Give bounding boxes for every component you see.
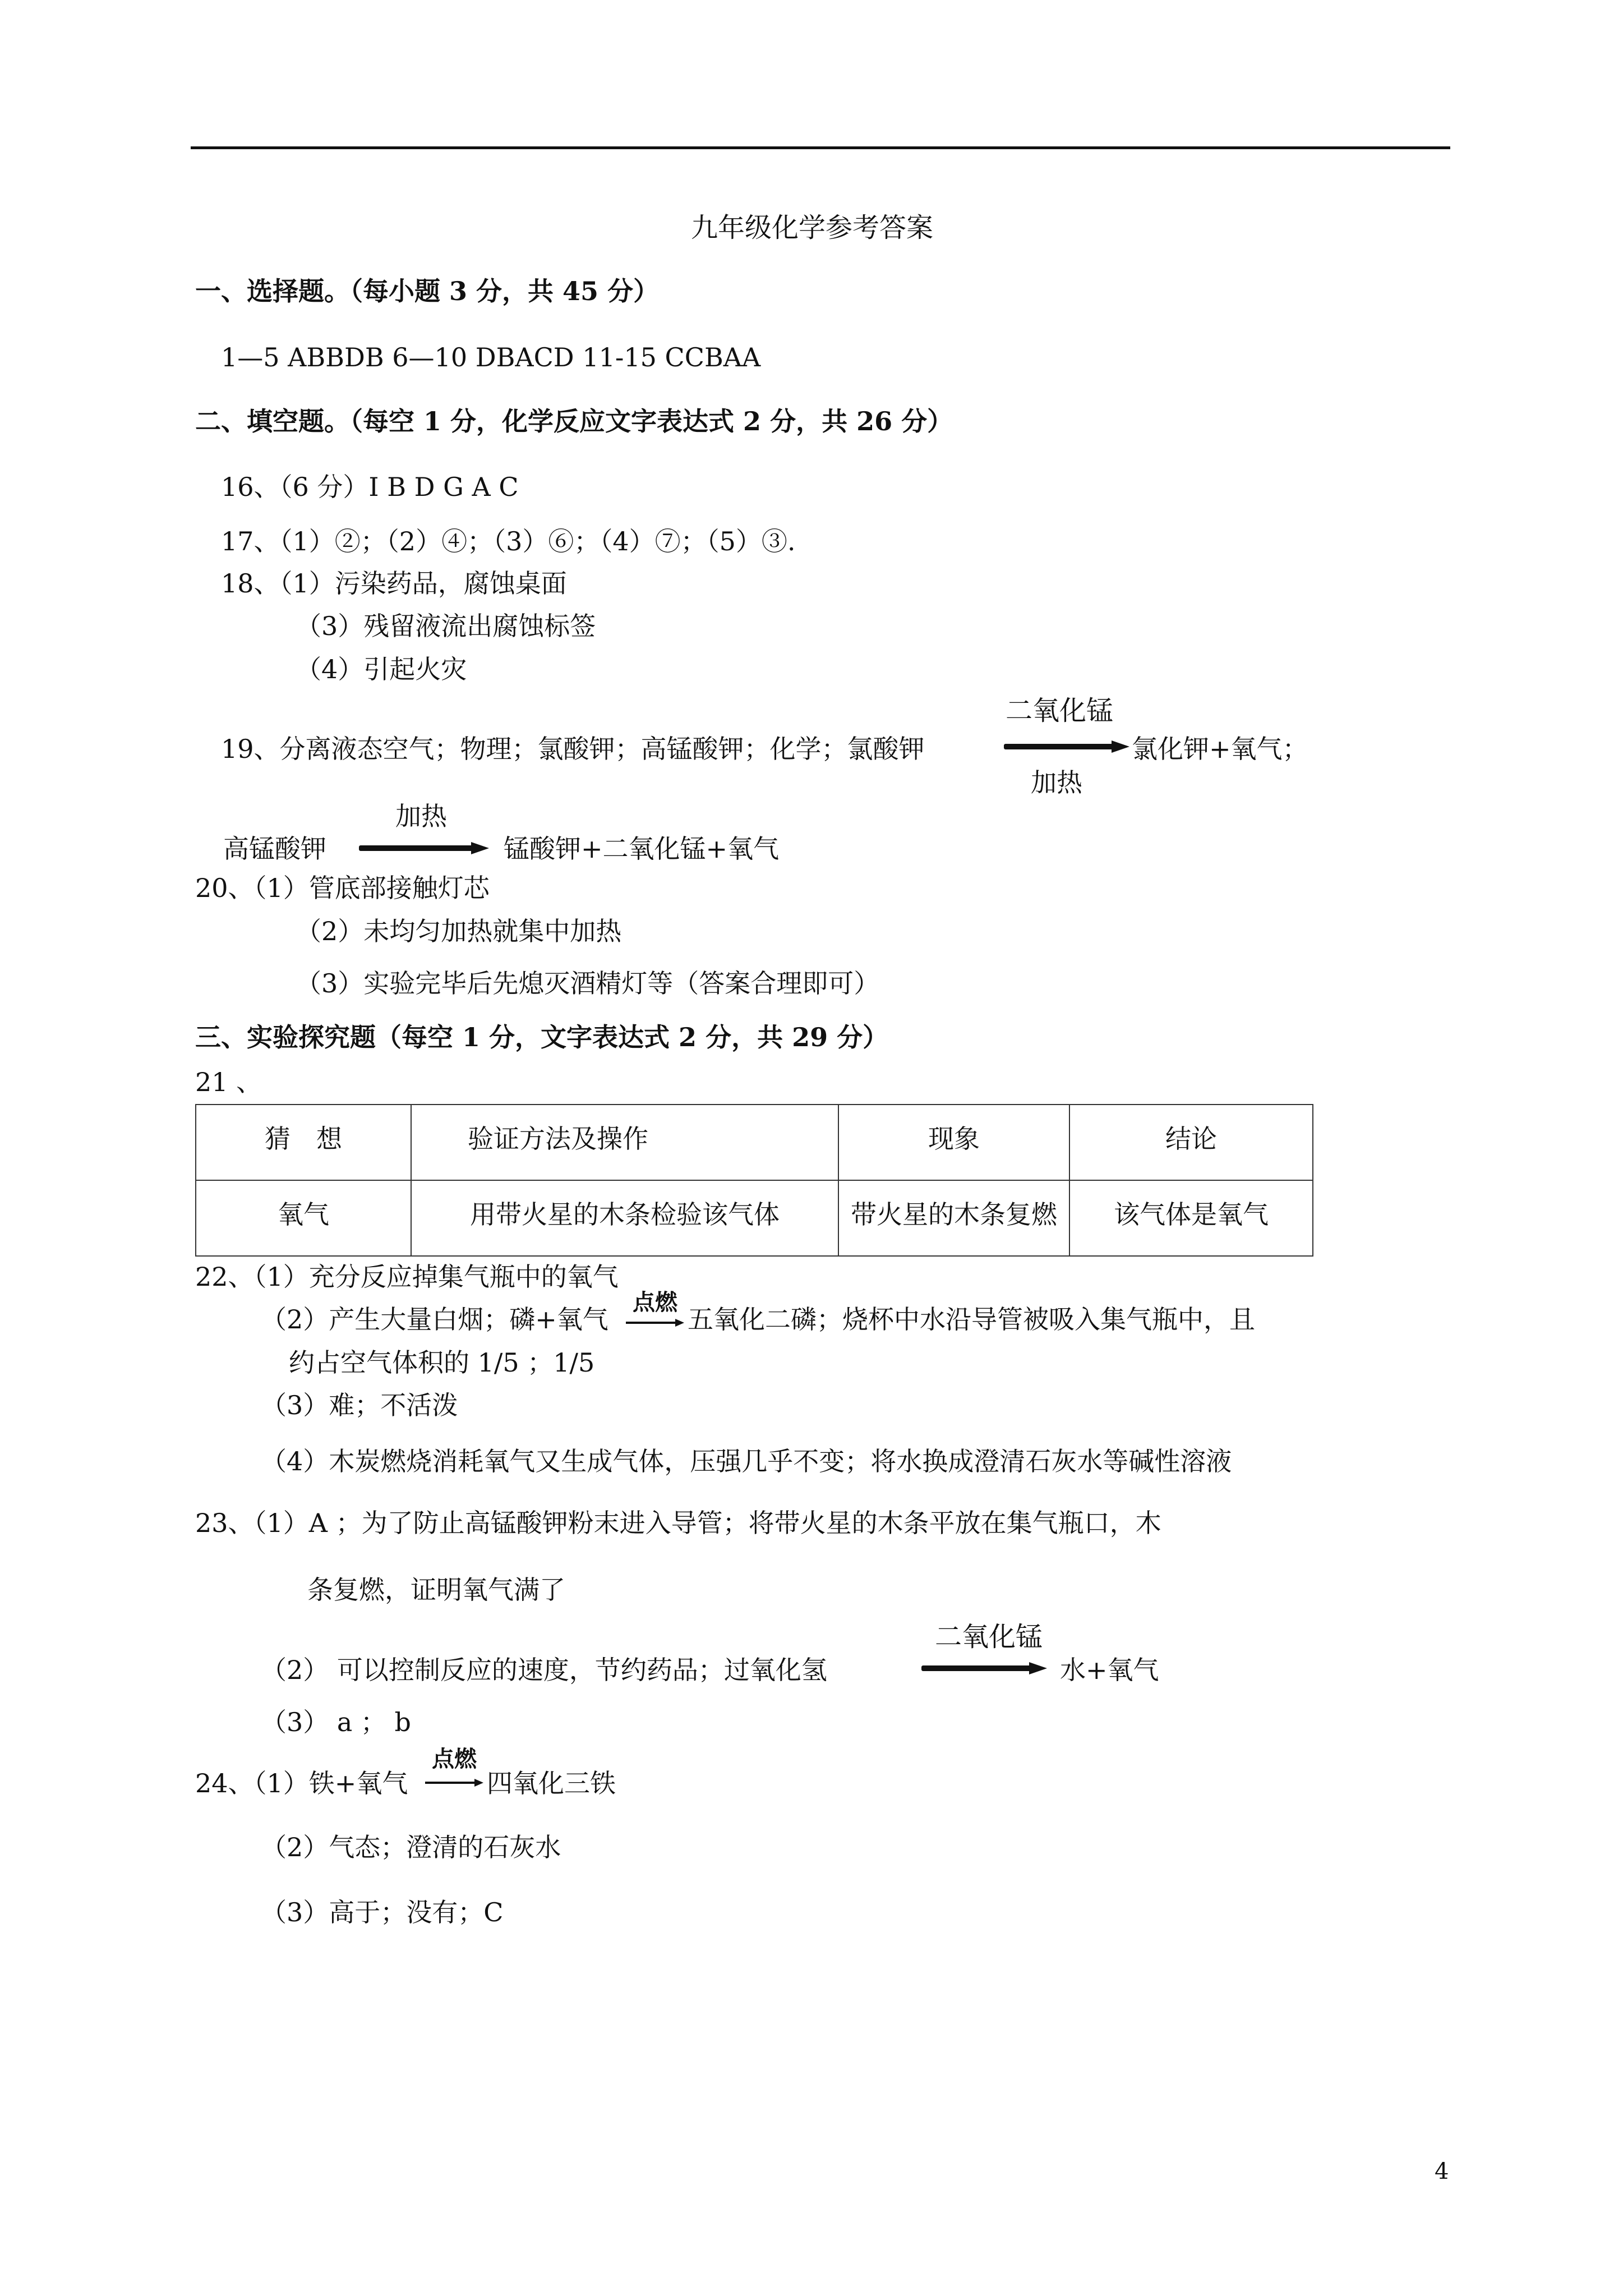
q23-catalyst-label: 二氧化锰 bbox=[935, 1621, 1043, 1653]
q20-line-3: （3）实验完毕后先熄灭酒精灯等（答案合理即可） bbox=[296, 968, 880, 999]
q23-line-2-left: （2） 可以控制反应的速度，节约药品；过氧化氢 bbox=[261, 1655, 827, 1685]
table-cell-phenomenon: 带火星的木条复燃 bbox=[838, 1180, 1069, 1256]
table-header-conclusion: 结论 bbox=[1069, 1105, 1313, 1180]
table-header-phenomenon: 现象 bbox=[838, 1105, 1069, 1180]
q22-line-2-right: 五氧化二磷；烧杯中水沿导管被吸入集气瓶中，且 bbox=[688, 1304, 1255, 1335]
q24-reaction-arrow bbox=[425, 1780, 483, 1786]
q18-line-2: （3）残留液流出腐蚀标签 bbox=[296, 611, 596, 641]
choice-answers: 1—5 ABBDB 6—10 DBACD 11-15 CCBAA bbox=[221, 342, 761, 372]
page-title: 九年级化学参考答案 bbox=[691, 212, 934, 243]
q19-heat-label: 加热 bbox=[1031, 767, 1082, 798]
q18-line-1: 18、（1）污染药品，腐蚀桌面 bbox=[221, 568, 567, 599]
q21-label: 21 、 bbox=[195, 1067, 262, 1097]
q19-line-1-right: 氯化钾+氧气； bbox=[1132, 734, 1308, 764]
q24-line-1-right: 四氧化三铁 bbox=[487, 1768, 616, 1798]
table-cell-conclusion: 该气体是氧气 bbox=[1069, 1180, 1313, 1256]
q24-line-3: （3）高于；没有；C bbox=[261, 1897, 504, 1927]
q20-line-1: 20、（1）管底部接触灯芯 bbox=[195, 873, 490, 903]
q23-line-1b: 条复燃，证明氧气满了 bbox=[307, 1575, 565, 1605]
q24-line-1-left: 24、（1）铁+氧气 bbox=[195, 1768, 408, 1798]
q19-line-2-left: 高锰酸钾 bbox=[223, 834, 326, 864]
q23-line-2-right: 水+氧气 bbox=[1060, 1655, 1159, 1685]
q23-line-1: 23、（1）A ；为了防止高锰酸钾粉末进入导管；将带火星的木条平放在集气瓶口，木 bbox=[195, 1508, 1161, 1538]
q22-reaction-arrow bbox=[626, 1320, 684, 1326]
q23-line-3: （3） a ； b bbox=[261, 1707, 412, 1737]
q22-line-2b: 约占空气体积的 1/5 ；1/5 bbox=[289, 1347, 595, 1378]
q23-reaction-arrow bbox=[921, 1662, 1047, 1673]
experiment-table bbox=[195, 1104, 1313, 1257]
table-cell-hypothesis: 氧气 bbox=[196, 1180, 411, 1256]
table-cell-method: 用带火星的木条检验该气体 bbox=[411, 1180, 838, 1256]
table-header-hypothesis: 猜 想 bbox=[196, 1105, 411, 1180]
q19-catalyst-label: 二氧化锰 bbox=[1006, 695, 1114, 726]
q22-line-3: （3）难；不活泼 bbox=[261, 1390, 458, 1420]
q20-line-2: （2）未均匀加热就集中加热 bbox=[296, 916, 622, 946]
q18-line-3: （4）引起火灾 bbox=[296, 654, 467, 684]
q17-answer: 17、（1）②；（2）④；（3）⑥；（4）⑦；（5）③. bbox=[221, 526, 796, 556]
page-number: 4 bbox=[1435, 2159, 1449, 2184]
q19-line-2-right: 锰酸钾+二氧化锰+氧气 bbox=[504, 834, 780, 864]
section-3-heading: 三、实验探究题（每空 1 分，文字表达式 2 分，共 29 分） bbox=[195, 1022, 889, 1052]
section-2-heading: 二、填空题。（每空 1 分，化学反应文字表达式 2 分，共 26 分） bbox=[195, 406, 953, 436]
q22-ignite-label: 点燃 bbox=[633, 1289, 677, 1315]
q19-line-2-condition: 加热 bbox=[395, 801, 447, 831]
q22-line-4: （4）木炭燃烧消耗氧气又生成气体，压强几乎不变；将水换成澄清石灰水等碱性溶液 bbox=[261, 1446, 1232, 1476]
section-1-heading: 一、选择题。（每小题 3 分，共 45 分） bbox=[195, 276, 660, 306]
table-header-method: 验证方法及操作 bbox=[411, 1105, 838, 1180]
q16-answer: 16、（6 分）I B D G A C bbox=[221, 472, 519, 502]
q22-line-1: 22、（1）充分反应掉集气瓶中的氧气 bbox=[195, 1262, 619, 1292]
q19-reaction-arrow-2 bbox=[359, 842, 489, 853]
q24-ignite-label: 点燃 bbox=[432, 1746, 477, 1772]
q22-line-2-left: （2）产生大量白烟；磷+氧气 bbox=[261, 1304, 608, 1335]
header-rule bbox=[191, 146, 1450, 149]
q19-reaction-arrow-1 bbox=[1004, 740, 1129, 752]
q19-line-1-left: 19、分离液态空气；物理；氯酸钾；高锰酸钾；化学；氯酸钾 bbox=[221, 734, 925, 764]
q24-line-2: （2）气态；澄清的石灰水 bbox=[261, 1832, 561, 1862]
